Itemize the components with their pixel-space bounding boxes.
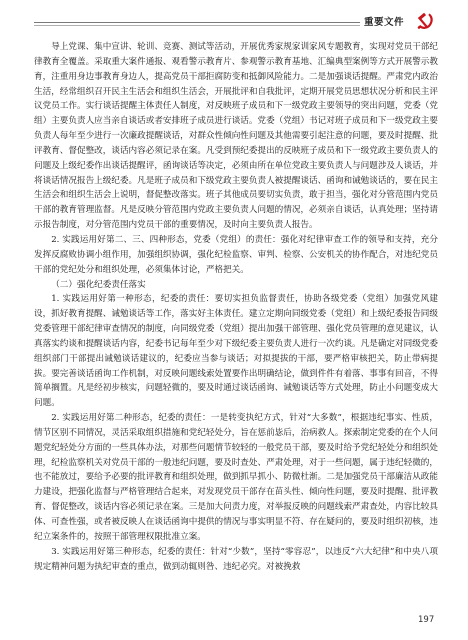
paragraph-party-committee-forms-2-3-4: 2. 实践运用好第二、三、四种形态，党委（党组）的责任：强化对纪律审查工作的领导和支持，充分发挥反腐败协调小组作用，加强组织协调，强化纪检监察、审判、检察、公安机关的协作配合，对违纪党员干部的党纪处分和组织处理，必须集体讨论，严格把关。 xyxy=(34,234,438,275)
paragraph-education-talk: 导上党课、集中宣讲、轮训、竞赛、测试等活动，开展优秀家规家训家风专题教育，实现对党员干部纪律教育全覆盖。采取重大案件通报、观看警示教育片、参观警示教育基地、汇编典型案例等方式开展警示教育，注重用身边事教育身边人，提高党员干部拒腐防变和抵御风险能力。二是加强谈话提醒。严肃党内政治生活，经常组织召开民主生活会和组织生活会，开展批评和自我批评，定期开展党员思想状况分析和民主评议党员工作。实行谈话提醒主体责任人制度，对反映班子成员和下一级党政主要领导的突出问题，党委（党组）主要负责人应当亲自谈话或者安排班子成员进行谈话。党委（党组）书记对班子成员和下一级党政主要负责人每年至少进行一次廉政提醒谈话，对群众性倾向性问题及其他需要引起注意的问题，要及时提醒、批评教育、督促整改，谈话内容必须记录在案。凡受到预纪委提出的反映班子成员和下一级党政主要负责人的问题及上级纪委作出谈话提醒评，函询谈话等决定，必须由所在单位党政主要负责人与问题涉及人谈话，并将谈话情况报告上级纪委。凡是班子成员和下级党政主要负责人被提醒谈话、函询和诫勉谈话的，要在民主生活会和组织生活会上说明，督促整改落实。班子其他成员要切实负责，敢于担当，强化对分管范围内党员干部的教育管理监督。凡是反映分管范围内党政主要负责人问题的情况，必须亲自谈话，认真处理；坚持请示报告制度，对分管范围内党员干部的重要情况，及时向主要负责人报告。 xyxy=(34,42,438,231)
header-rule-secondary xyxy=(34,25,360,26)
page-header xyxy=(34,10,438,34)
hammer-sickle-icon xyxy=(415,11,435,31)
paragraph-committee-form-3: 3. 实践运用好第三种形态，纪委的责任：针对“少数”，坚持“零容忍”，以违反“六大纪律”和中央八项规定精神问题为执纪审查的重点，做到动辄则咎、违纪必究。对被挽救 xyxy=(34,546,438,572)
paragraph-committee-form-1: 1. 实践运用好第一种形态，纪委的责任：要切实担负监督责任，协助各级党委（党组）加强党风建设，抓好教育提醒、诫勉谈话等工作，落实好主体责任。建立定期向同级党委（党组）和上级纪委报告同级党委管理干部纪律审查情况的制度，向同级党委（党组）提出加强干部管理、强化党员管理的意见建议，认真落实约谈和提醒谈话内容，纪委书记每年至少对下级纪委主要负责人进行一次约谈。凡是确定对同级党委组织部门干部提出诫勉谈话建议的，纪委应当参与谈话；对拟提拔的干部，要严格审核把关，防止带病提拔。要完善谈话函询工作机制，对反映问题线索处置要作出明确结论，做到件件有着落、事事有回音，不得简单搁置。凡是经初步核实，问题轻微的，要及时通过谈话函询、诫勉谈话等方式处理，防止小问题变成大问题。 xyxy=(34,294,438,409)
page-number: 197 xyxy=(418,615,435,625)
header-label: 重要文件 xyxy=(364,17,405,28)
section-heading-discipline-committee: （二）强化纪委责任落实 xyxy=(51,279,146,290)
header-rule xyxy=(34,22,360,23)
paragraph-committee-form-2: 2. 实践运用好第二种形态，纪委的责任：一是转变执纪方式，针对“大多数”，根据违纪事实、性质，情节区别不同情况，灵活采取组织措施和党纪轻处分，旨在惩前毖后，治病救人。探索制定党委的在个人问题党纪轻处分方面的一些具体办法，对那些问题情节较轻的一般党员干部，要及时给予党纪轻处分和组织处理，纪检监察机关对党员干部的一般违纪问题，要及时查处、严肃处理，对于一些问题，属于违纪轻微的，也不能放过，要给予必要的批评教育和组织处理，做到抓早抓小、防微杜渐。二是加强党员干部廉洁从政能力建设，把强化监督与严格管理结合起来，对发现党员干部存在苗头性、倾向性问题，要及时提醒、批评教育、督促整改，谈话内容必须记录在案。三是加大问责力度，对举报反映的问题线索严肃查处，内容比较具体、可查性强，或者被反映人在谈话函询中提供的情况与事实明显不符、存在疑问的，要及时组织初核，违纪立案条件的，按照干部管理权限批准立案。 xyxy=(34,413,438,542)
article-body xyxy=(34,40,438,574)
